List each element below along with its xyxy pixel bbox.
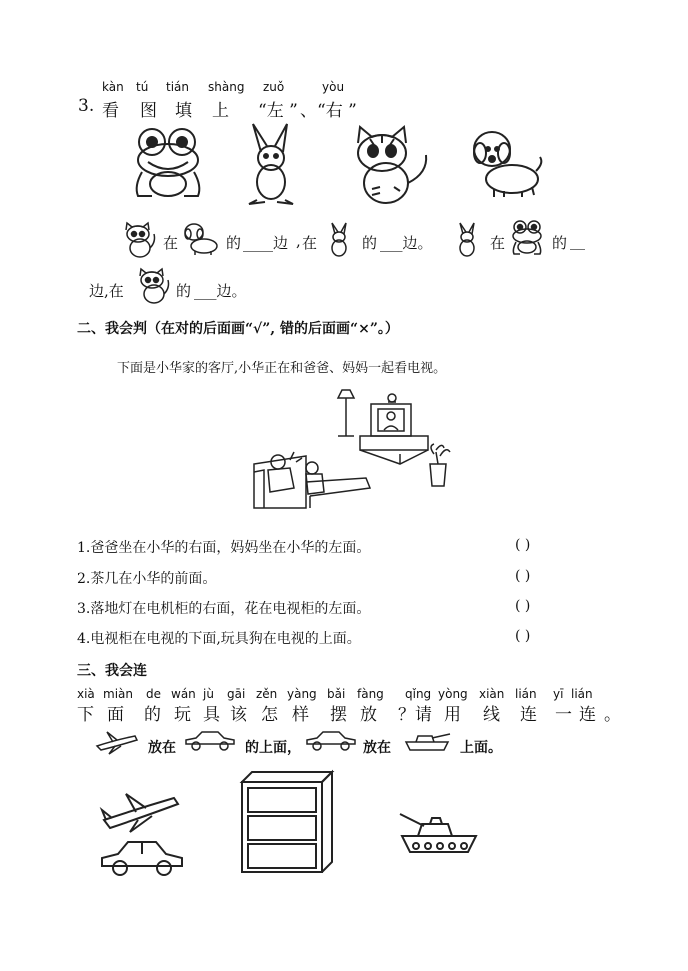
title-char: 怎: [261, 705, 278, 725]
pinyin: yòu: [322, 80, 345, 94]
pinyin: lián: [571, 687, 593, 701]
living-room-picture: [250, 388, 470, 512]
car-icon[interactable]: [100, 838, 184, 878]
title-char: 看: [102, 101, 119, 121]
answer-paren[interactable]: ( ): [515, 628, 531, 644]
title-char: 上: [212, 101, 229, 121]
fill-text: 的: [552, 234, 568, 252]
pinyin: yàng: [287, 687, 317, 701]
car-icon: [184, 730, 236, 752]
answer-blank[interactable]: __: [570, 232, 585, 250]
tank-icon[interactable]: [396, 806, 482, 856]
car-icon: [305, 730, 357, 752]
airplane-icon[interactable]: [100, 790, 180, 834]
pinyin: yòng: [438, 687, 468, 701]
airplane-icon: [95, 730, 139, 756]
fill-text: 的: [226, 234, 242, 252]
title-char: 连: [520, 705, 537, 725]
title-char: ？请: [398, 705, 432, 725]
pinyin: jù: [203, 687, 214, 701]
fill-text: ,: [296, 232, 301, 250]
dog-icon: [470, 127, 544, 199]
fill-text: 在: [163, 234, 179, 252]
pinyin: qǐng: [405, 687, 432, 701]
title-char: 摆: [330, 705, 347, 725]
judge-item: 4.电视柜在电视的下面,玩具狗在电视的上面。: [77, 631, 361, 647]
pinyin: shàng: [208, 80, 245, 94]
frog-icon: [130, 126, 210, 202]
scene-intro: 下面是小华家的客厅,小华正在和爸爸、妈妈一起看电视。: [117, 361, 447, 376]
rabbit-icon: [456, 222, 478, 258]
title-char: 图: [140, 101, 157, 121]
title-char: 连: [579, 705, 596, 725]
fill-text: 在: [490, 234, 506, 252]
section-heading: 三、我会连: [77, 663, 147, 679]
answer-paren[interactable]: ( ): [515, 537, 531, 553]
answer-blank[interactable]: ___边。: [380, 234, 433, 252]
cat-icon: [350, 125, 434, 207]
title-char: 一: [555, 705, 572, 725]
instr-text: 放在: [363, 740, 391, 756]
answer-blank[interactable]: ____边: [243, 234, 289, 252]
frog-icon: [510, 220, 546, 256]
answer-paren[interactable]: ( ): [515, 598, 531, 614]
pinyin: zuǒ: [263, 80, 285, 94]
pinyin: kàn: [102, 80, 124, 94]
fill-text: 的: [362, 234, 378, 252]
instr-text: 上面。: [460, 740, 502, 756]
title-char: 。: [604, 705, 621, 725]
pinyin: wán: [171, 687, 196, 701]
fill-text: 的: [176, 282, 192, 300]
title-char: 填: [175, 101, 192, 121]
pinyin: yī: [553, 687, 564, 701]
cat-icon: [136, 268, 170, 304]
pinyin: xià: [77, 687, 95, 701]
title-char: 面: [107, 705, 124, 725]
rabbit-icon: [328, 222, 350, 258]
judge-item: 3.落地灯在电机柜的右面，花在电视柜的左面。: [77, 601, 371, 617]
fill-text: 在: [302, 234, 318, 252]
tank-icon: [402, 728, 452, 754]
title-char: 具: [203, 705, 220, 725]
judge-item: 2.茶几在小华的前面。: [77, 571, 217, 587]
title-char: 下: [77, 705, 94, 725]
instr-text: 的上面，: [245, 740, 301, 756]
title-char: “左 ”: [258, 101, 298, 121]
title-char: 该: [230, 705, 247, 725]
cat-icon: [122, 222, 156, 258]
rabbit-icon: [243, 122, 299, 206]
instr-text: 放在: [148, 740, 176, 756]
pinyin: gāi: [227, 687, 246, 701]
judge-item: 1.爸爸坐在小华的右面，妈妈坐在小华的左面。: [77, 540, 371, 556]
question-number: 3.: [78, 96, 95, 116]
pinyin: miàn: [103, 687, 133, 701]
title-char: 用: [444, 705, 461, 725]
pinyin: de: [146, 687, 161, 701]
answer-paren[interactable]: ( ): [515, 568, 531, 584]
pinyin: fàng: [357, 687, 384, 701]
title-char: 放: [360, 705, 377, 725]
pinyin: lián: [515, 687, 537, 701]
cabinet-shelf[interactable]: [240, 770, 336, 874]
title-char: 的: [144, 705, 161, 725]
title-char: 玩: [174, 705, 191, 725]
pinyin: tú: [136, 80, 149, 94]
pinyin: tián: [166, 80, 189, 94]
answer-blank[interactable]: ___边。: [194, 282, 247, 300]
title-char: 样: [292, 705, 309, 725]
dog-icon: [183, 222, 219, 256]
title-char: 线: [483, 705, 500, 725]
title-char: 、“右 ”: [300, 101, 357, 121]
pinyin: xiàn: [479, 687, 505, 701]
pinyin: zěn: [256, 687, 278, 701]
pinyin: bǎi: [327, 687, 346, 701]
section-heading: 二、我会判（在对的后面画“√”, 错的后面画“×”。）: [77, 321, 399, 337]
fill-text: 边,在: [89, 282, 124, 300]
